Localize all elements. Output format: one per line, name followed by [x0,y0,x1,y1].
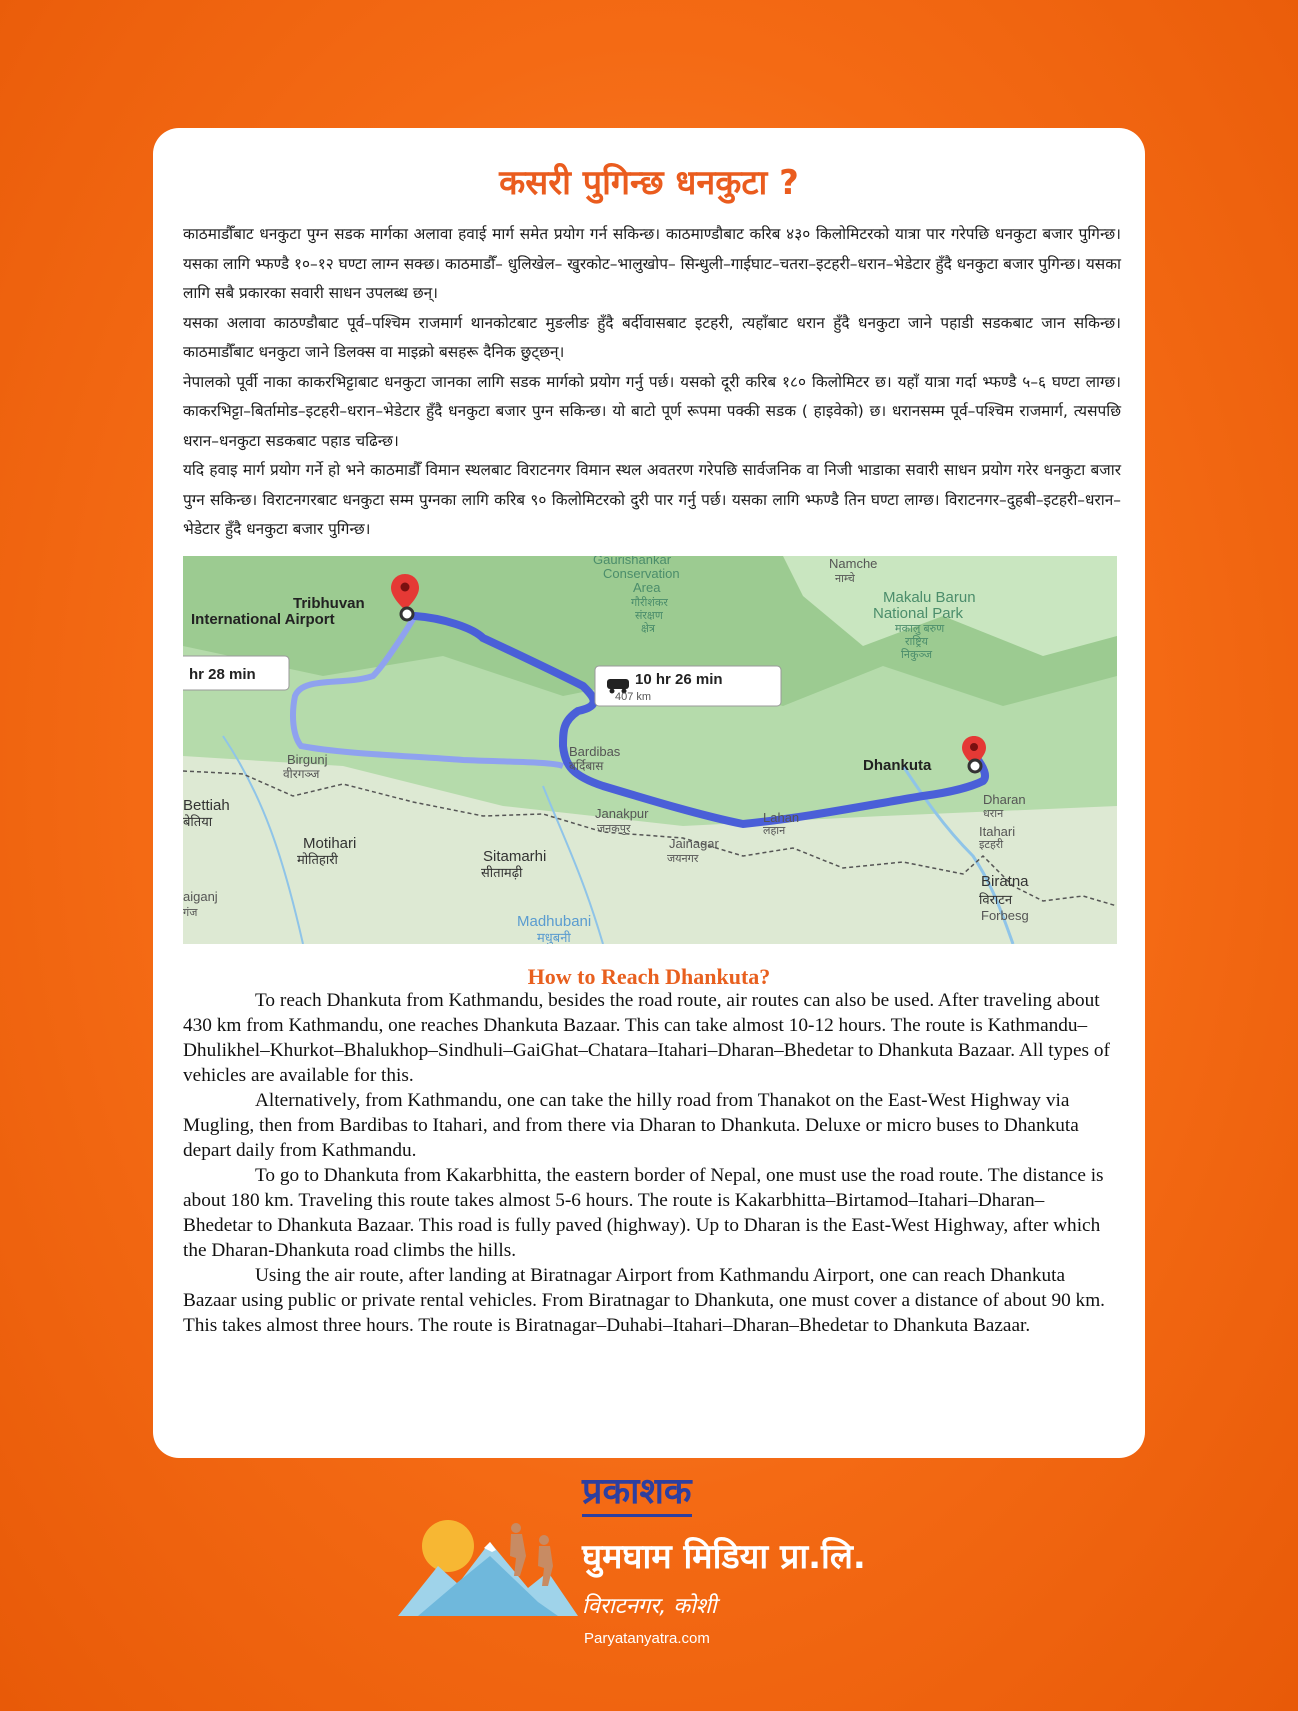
place-gaurishankar-np-2: संरक्षण [635,610,663,622]
english-title: How to Reach Dhankuta? [527,964,771,989]
place-lahan: Lahan [763,810,800,825]
place-motihari: Motihari [303,835,357,852]
origin-label-line1: Tribhuvan [293,595,365,612]
english-paragraph-3: To go to Dhankuta from Kakarbhitta, the eastern border of Nepal, one must use the road route. The distance is about 180 km. Traveling this route takes almost 5-6 hours. The route is Kakarbhitta–Birtamod–Itahari–Dharan–Bhedetar to Dhankuta Bazaar. This road is fully paved (highway). Up to Dharan is the East-West Highway, after which the Dharan-Dhankuta road climbs the hills. [183,1165,1104,1261]
place-gaurishankar-1: Gaurishankar [593,556,672,567]
place-birgunj: Birgunj [287,752,328,767]
place-birgunj-np: वीरगञ्ज [283,767,320,781]
place-sitamarhi: Sitamarhi [483,848,547,865]
place-biratnagar-np: विराटन [979,892,1013,907]
origin-label-line2: International Airport [191,611,335,628]
place-bardibas-np: बर्दिबास [569,759,604,773]
nepali-paragraph-4: यदि हवाइ मार्ग प्रयोग गर्ने हो भने काठमाडौँ विमान स्थलबाट विराटनगर विमान स्थल अवतरण गरेपछि सार्वजनिक वा निजी भाडाका सवारी साधन प्रयोग गरेर धनकुटा बजार पुग्न सकिन्छ। विराटनगरबाट धनकुटा सम्म पुग्नका लागि करिब ९० किलोमिटरको दुरी पार गर्नु पर्छ। यसका लागि भ्फण्डै तिन घण्टा लाग्छ। विराटनगर–दुहबी–इटहरी–धरान–भेडेटार हुँदै धनकुटा बजार पुगिन्छ। [183,461,1121,538]
place-lahan-np: लहान [763,825,786,837]
place-namche: Namche [829,556,878,571]
route-map[interactable] [183,556,1117,944]
place-sitamarhi-np: सीतामढ़ी [481,865,523,880]
alt-route-time: hr 28 min [189,666,256,683]
route-time: 10 hr 26 min [635,671,723,688]
destination-label: Dhankuta [863,757,932,774]
publisher-label: प्रकाशक [582,1470,692,1517]
nepali-title: कसरी पुगिन्छ धनकुटा ? [499,163,799,203]
publisher-city: विराटनगर, कोशी [582,1594,717,1619]
place-gaurishankar-np-1: गौरीशंकर [631,597,668,609]
nepali-paragraph-3: नेपालको पूर्वी नाका काकरभिट्टाबाट धनकुटा जानका लागि सडक मार्गको प्रयोग गर्नु पर्छ। यसको दूरी करिब १८० किलोमिटर छ। यहाँ यात्रा गर्दा भ्फण्डै ५–६ घण्टा लाग्छ। काकरभिट्टा–बिर्तामोड–इटहरी–धरान–भेडेटार हुँदै धनकुटा बजार पुग्न सकिन्छ। यो बाटो पूर्ण रूपमा पक्की सडक ( हाइवेको) छ। धरानसम्म पूर्व–पश्चिम राजमार्ग, त्यसपछि धरान–धनकुटा सडकबाट पहाड चढिन्छ। [183,372,1121,450]
place-gaurishankar-np-3: क्षेत्र [641,623,655,635]
english-paragraph-2: Alternatively, from Kathmandu, one can take the hilly road from Thanakot on the East-West Highway via Mugling, then from Bardibas to Itahari, and from there via Dharan to Dhankuta. Deluxe or micro buses to Dhankuta depart daily from Kathmandu. [183,1090,1079,1161]
place-makalu-np-3: निकुञ्ज [901,649,933,661]
place-namche-np: नाम्चे [835,573,855,585]
place-bardibas: Bardibas [569,744,621,759]
publisher-block [0,1470,1298,1710]
english-paragraph-1: To reach Dhankuta from Kathmandu, besides the road route, air routes can also be used. After traveling about 430 km from Kathmandu, one reaches Dhankuta Bazaar. This can take almost 10-12 hours. The route is Kathmandu–Dhulikhel–Khurkot–Bhalukhop–Sindhuli–GaiGhat–Chatara–Itahari–Dharan–Bhedetar to Dhankuta Bazaar. All types of vehicles are available for this. [183,990,1110,1086]
publisher-name: घुमघाम मिडिया प्रा.लि. [582,1537,866,1577]
place-janakpur-np: जनकपुर [597,823,631,835]
place-makalu-1: Makalu Barun [883,589,976,606]
place-biratnagar: Biratna [981,873,1029,890]
place-madhubani: Madhubani [517,913,592,930]
place-bagaha-1: aiganj [183,889,218,904]
nepali-body [183,220,1121,545]
place-gaurishankar-2: Conservation [603,566,680,581]
place-jainagar: Jainagar [669,836,719,851]
place-dharan-np: धरान [983,808,1004,820]
place-motihari-np: मोतिहारी [297,852,338,867]
mountain-logo-icon [398,1506,578,1626]
place-bettiah: Bettiah [183,797,230,814]
place-jainagar-np: जयनगर [667,853,699,865]
english-body [183,988,1111,1338]
content-card [153,128,1145,1458]
nepali-paragraph-1: काठमाडौँबाट धनकुटा पुग्न सडक मार्गका अलावा हवाई मार्ग समेत प्रयोग गर्न सकिन्छ। काठमाण्डौबाट करिब ४३० किलोमिटरको यात्रा पार गरेपछि धनकुटा बजार पुगिन्छ। यसका लागि भ्फण्डै १०–१२ घण्टा लाग्न सक्छ। काठमाडौँ– धुलिखेल– खुरकोट–भालुखोप– सिन्धुली–गाईघाट–चतरा–इटहरी–धरान–भेडेटार हुँदै धनकुटा बजार पुगिन्छ। यसका लागि सबै प्रकारका सवारी साधन उपलब्ध छन्। [183,225,1121,302]
place-gaurishankar-3: Area [633,580,661,595]
place-makalu-2: National Park [873,605,964,622]
place-bagaha-2: गंज [183,907,198,919]
place-makalu-np-1: मकालु बरुण [895,623,945,635]
place-janakpur: Janakpur [595,806,649,821]
place-dharan: Dharan [983,792,1026,807]
place-madhubani-np: मधुबनी [537,930,571,944]
alt-route-time-box[interactable] [183,656,289,690]
route-time-box[interactable] [595,666,781,706]
place-makalu-np-2: राष्ट्रिय [905,636,929,648]
publisher-website-link[interactable]: Paryatanyatra.com [584,1630,710,1647]
place-forbesganj: Forbesg [981,908,1029,923]
nepali-paragraph-2: यसका अलावा काठण्डौबाट पूर्व–पश्चिम राजमार्ग थानकोटबाट मुङलीङ हुँदै बर्दीवासबाट इटहरी, त्यहाँबाट धरान हुँदै धनकुटा जाने पहाडी सडकबाट जान सकिन्छ। काठमाडौँबाट धनकुटा जाने डिलक्स वा माइक्रो बसहरू दैनिक छुट्छन्। [183,313,1121,361]
route-distance: 407 km [615,691,652,703]
place-itahari: Itahari [979,824,1016,839]
place-bettiah-np: बेतिया [183,814,213,829]
place-itahari-np: इटहरी [979,839,1004,851]
english-paragraph-4: Using the air route, after landing at Biratnagar Airport from Kathmandu Airport, one can reach Dhankuta Bazaar using public or private rental vehicles. From Biratnagar to Dhankuta, one must cover a distance of about 90 km. This takes almost three hours. The route is Biratnagar–Duhabi–Itahari–Dharan–Bhedetar to Dhankuta Bazaar. [183,1265,1106,1336]
